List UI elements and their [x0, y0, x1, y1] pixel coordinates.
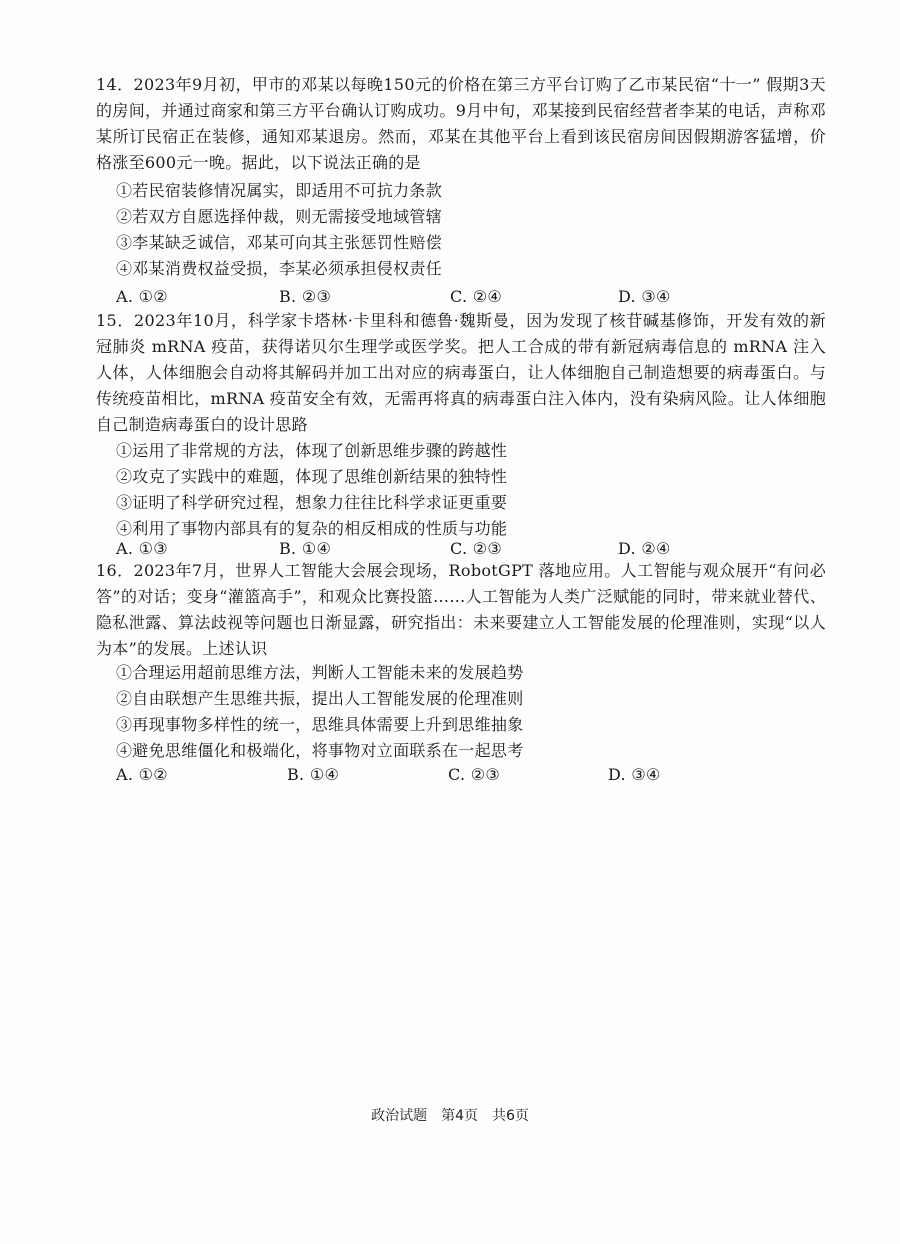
statement-2: ②自由联想产生思维共振，提出人工智能发展的伦理准则 [116, 689, 524, 708]
question-stem: 16．2023年7月，世界人工智能大会展会现场，RobotGPT 落地应用。人工智能与观众展开“有问必答”的对话；变身“灌篮高手”，和观众比赛投篮……人工智能为人类广泛赋能的同时，带来就业替代、隐私泄露、算法歧视等问题也日渐显露，研究指出：未来要建立人工智能发展的伦理准则，实现“以人为本”的发展。上述认识 [96, 561, 826, 658]
statement-2: ②攻克了实践中的难题，体现了思维创新结果的独特性 [116, 467, 508, 486]
choice-d: D. ②④ [618, 539, 671, 558]
choice-c: C. ②③ [450, 539, 503, 558]
statement-4: ④避免思维僵化和极端化，将事物对立面联系在一起思考 [116, 741, 524, 760]
choice-b: B. ①④ [287, 765, 340, 784]
answer-choices [0, 762, 900, 788]
choice-c: C. ②④ [450, 287, 503, 306]
choice-a: A. ①② [116, 287, 168, 306]
statement-1: ①合理运用超前思维方法，判断人工智能未来的发展趋势 [116, 663, 524, 682]
choice-c: C. ②③ [448, 765, 501, 784]
page-footer: 政治试题 第4页 共6页 [371, 1108, 529, 1124]
choice-b: B. ①④ [279, 539, 332, 558]
statement-3: ③再现事物多样性的统一，思维具体需要上升到思维抽象 [116, 715, 524, 734]
statement-1: ①若民宿装修情况属实，即适用不可抗力条款 [116, 181, 443, 200]
statement-3: ③李某缺乏诚信，邓某可向其主张惩罚性赔偿 [116, 233, 443, 252]
question-stem: 14．2023年9月初，甲市的邓某以每晚150元的价格在第三方平台订购了乙市某民宿“十一” 假期3天的房间，并通过商家和第三方平台确认订购成功。9月中旬，邓某接到民宿经营者李某的电话，声称邓某所订民宿正在装修，通知邓某退房。然而，邓某在其他平台上看到该民宿房间因假期游客猛增，价格涨至600元一晚。据此，以下说法正确的是 [96, 75, 826, 172]
statement-3: ③证明了科学研究过程，想象力往往比科学求证更重要 [116, 493, 508, 512]
statement-4: ④利用了事物内部具有的复杂的相反相成的性质与功能 [116, 519, 508, 538]
statement-2: ②若双方自愿选择仲裁，则无需接受地域管辖 [116, 207, 443, 226]
question-stem: 15．2023年10月，科学家卡塔林·卡里科和德鲁·魏斯曼，因为发现了核苷碱基修饰，开发有效的新冠肺炎 mRNA 疫苗，获得诺贝尔生理学或医学奖。把人工合成的带有新冠病毒信息的 mRNA 注入人体，人体细胞会自动将其解码并加工出对应的病毒蛋白，让人体细胞自己制造想要的病毒蛋白。与传统疫苗相比，mRNA 疫苗安全有效，无需再将真的病毒蛋白注入体内，没有染病风险。让人体细胞自己制造病毒蛋白的设计思路 [96, 311, 826, 434]
statement-4: ④邓某消费权益受损，李某必须承担侵权责任 [116, 259, 443, 278]
statement-1: ①运用了非常规的方法，体现了创新思维步骤的跨越性 [116, 441, 508, 460]
choice-d: D. ③④ [608, 765, 661, 784]
choice-d: D. ③④ [618, 287, 671, 306]
answer-choices [0, 284, 900, 310]
choice-b: B. ②③ [279, 287, 332, 306]
choice-a: A. ①② [116, 765, 168, 784]
choice-a: A. ①③ [116, 539, 168, 558]
